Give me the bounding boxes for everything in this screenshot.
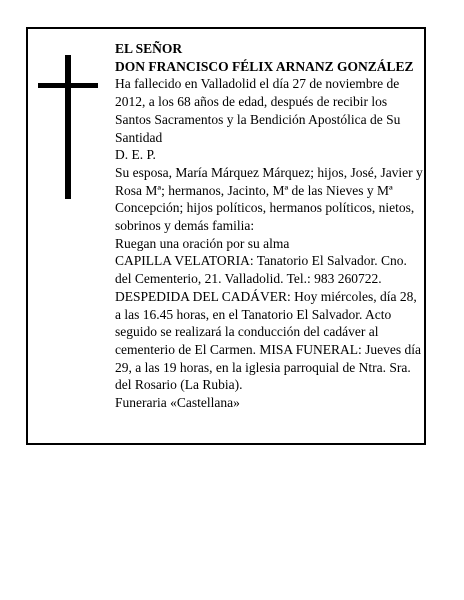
chapel-info: CAPILLA VELATORIA: Tanatorio El Salvador. Cno. del Cementerio, 21. Valladolid. Tel.: 983 260722.	[115, 253, 407, 287]
death-announcement: Ha fallecido en Valladolid el día 27 de noviembre de 2012, a los 68 años de edad, después de recibir los Santos Sacramentos y la Bendición Apostólica de Su Santidad	[115, 76, 401, 145]
funeral-home: Funeraria «Castellana»	[115, 395, 240, 411]
funeral-details: DESPEDIDA DEL CADÁVER: Hoy miércoles, día 28, a las 16.45 horas, en el Tanatorio El Salvador. Acto seguido se realizará la conducción del cadáver al cementerio de El Carmen. MISA FUNERAL: Jueves día 29, a las 19 horas, en la iglesia parroquial de Ntra. Sra. del Rosario (La Rubia).	[115, 288, 421, 393]
rip-line: D. E. P.	[115, 147, 156, 163]
obituary-notice	[26, 27, 426, 445]
family-list: Su esposa, María Márquez Márquez; hijos, José, Javier y Rosa Mª; hermanos, Jacinto, Mª de las Nieves y Mª Concepción; hijos políticos, hermanos políticos, nietos, sobrinos y demás familia:	[115, 164, 423, 234]
honorific: EL SEÑOR	[115, 41, 183, 56]
cross-horizontal-bar	[38, 83, 98, 88]
cross-vertical-bar	[65, 55, 71, 199]
cross-icon	[38, 55, 98, 199]
deceased-name: DON FRANCISCO FÉLIX ARNANZ GONZÁLEZ	[115, 58, 414, 74]
notice-text	[115, 40, 425, 412]
prayer-request: Ruegan una oración por su alma	[115, 235, 290, 251]
